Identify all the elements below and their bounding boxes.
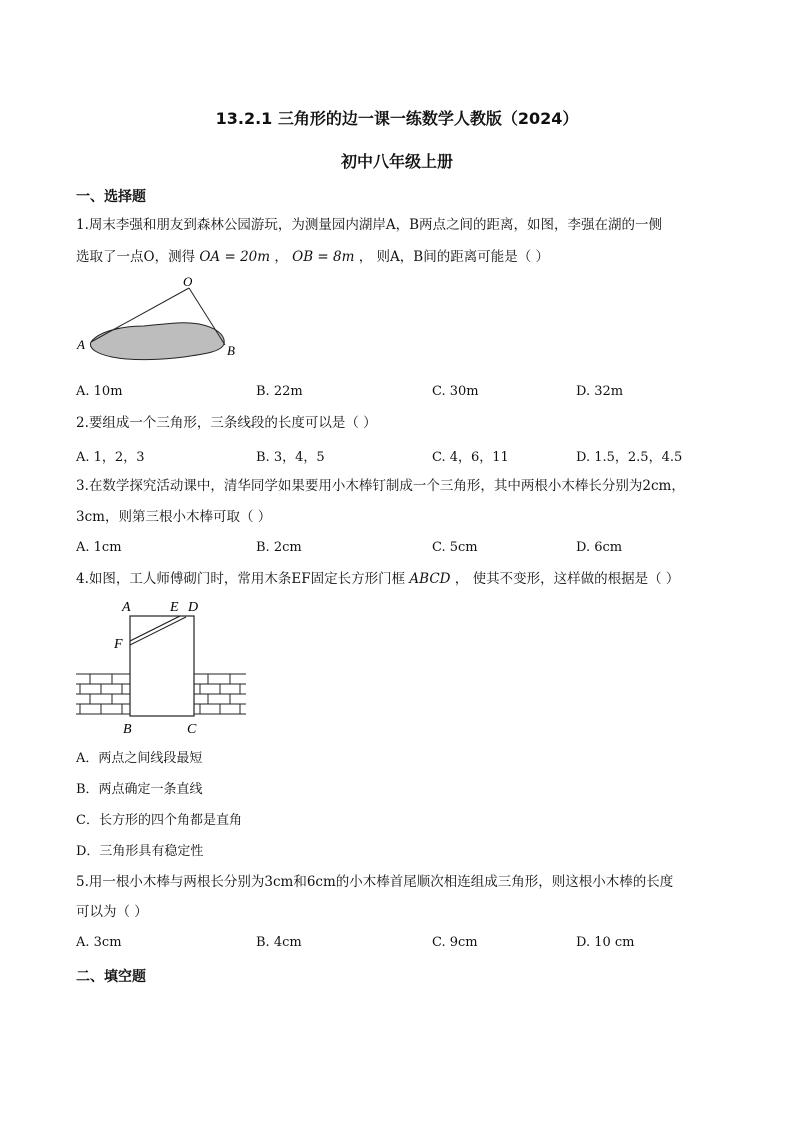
q2-option-c: C. 4，6，11	[432, 450, 509, 465]
q1-option-b: B. 22m	[256, 384, 303, 399]
question-5-text: 5.用一根小木棒与两根长分别为3cm和6cm的小木棒首尾顺次相连组成三角形，则这根小木棒的长度	[76, 874, 674, 890]
label-f: F	[114, 637, 123, 652]
label-b: B	[227, 343, 235, 358]
document-subtitle: 初中八年级上册	[340, 152, 453, 171]
label-e: E	[170, 600, 179, 615]
q4-option-d: D．三角形具有稳定性	[76, 844, 204, 859]
question-1-text-line2: 选取了一点O，测得 OA = 20m ， OB = 8m ， 则A，B间的距离可能是（ ）	[76, 249, 549, 265]
label-a: A	[77, 337, 85, 352]
q4-option-c: C．长方形的四个角都是直角	[76, 813, 242, 828]
q4-option-b: B．两点确定一条直线	[76, 782, 203, 797]
q5-option-a: A. 3cm	[76, 935, 122, 950]
label-d: D	[188, 600, 199, 615]
q2-option-d: D. 1.5，2.5，4.5	[576, 450, 683, 465]
label-c: C	[187, 722, 197, 737]
lake-shape	[90, 323, 224, 360]
q5-option-d: D. 10 cm	[576, 935, 635, 950]
label-o: O	[183, 274, 193, 289]
door-frame-abcd	[130, 616, 194, 716]
question-3-text-line2: 3cm，则第三根小木棒可取（ ）	[76, 509, 272, 525]
document-title: 13.2.1 三角形的边一课一练数学人教版（2024）	[215, 109, 579, 128]
section-heading-fill: 二、填空题	[76, 969, 146, 985]
math-oa: OA = 20m	[199, 249, 271, 265]
left-brick-wall	[76, 674, 130, 714]
q3-option-c: C. 5cm	[432, 540, 478, 555]
question-3-text: 3.在数学探究活动课中，清华同学如果要用小木棒钉制成一个三角形，其中两根小木棒长分别为2cm，	[76, 478, 685, 494]
question-1-text: 1.周末李强和朋友到森林公园游玩，为测量园内湖岸A，B两点之间的距离，如图，李强在湖的一侧	[76, 217, 663, 233]
q1-option-a: A. 10m	[76, 384, 123, 399]
q1-option-d: D. 32m	[576, 384, 624, 399]
math-abcd: ABCD	[409, 571, 451, 587]
right-brick-wall	[194, 674, 246, 714]
q3-option-d: D. 6cm	[576, 540, 623, 555]
q3-option-a: A. 1cm	[76, 540, 122, 555]
q3-option-b: B. 2cm	[256, 540, 302, 555]
question-4-text: 4.如图，工人师傅砌门时，常用木条EF固定长方形门框 ABCD ， 使其不变形，这样做的根据是（ ）	[76, 571, 680, 587]
q2-option-a: A. 1，2，3	[76, 450, 145, 465]
q5-option-c: C. 9cm	[432, 935, 478, 950]
label-b: B	[123, 722, 132, 737]
question-2-text: 2.要组成一个三角形，三条线段的长度可以是（ ）	[76, 415, 377, 431]
q4-option-a: A．两点之间线段最短	[76, 751, 203, 766]
door-figure	[74, 596, 250, 738]
section-heading-choice: 一、选择题	[76, 189, 146, 205]
math-ob: OB = 8m	[292, 249, 355, 265]
label-a: A	[122, 600, 131, 615]
q2-option-b: B. 3，4，5	[256, 450, 325, 465]
lake-figure	[74, 274, 244, 366]
question-5-text-line2: 可以为（ ）	[76, 904, 148, 920]
q1-option-c: C. 30m	[432, 384, 479, 399]
q5-option-b: B. 4cm	[256, 935, 302, 950]
